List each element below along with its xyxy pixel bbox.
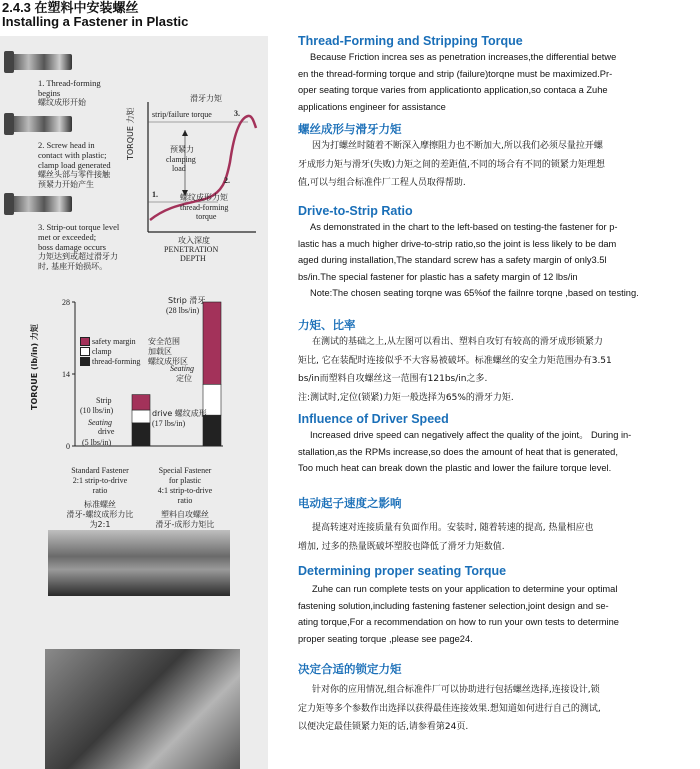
seating2-cn: 定位 [176,374,192,383]
drive2-value: (17 lbs/in) [152,419,186,428]
form-torque-label-cn: 螺纹成形力矩 [180,193,228,202]
step1-text: 1. Thread-forming begins 螺纹成形开始 [38,78,101,107]
depth-label-en1: PENETRATION [164,245,219,254]
y-tick-label: 14 [62,370,70,379]
section-driver-speed-cn [298,496,696,556]
section-body: 因为打螺丝时随着不断深入摩擦阻力也不断加大,所以我们必须尽量拉开螺 牙成形力矩与滑牙(失败)力矩之间的差距值,不同的场合有不同的锁紧力矩理想 值,可以与组合标准件厂工程人员取得帮助. [298,141,605,188]
strip2-value: (28 lbs/in) [166,306,200,315]
legend-item-thread: thread-forming 螺纹成形区 [80,356,188,366]
section-title-en: Installing a Fastener in Plastic [2,14,189,29]
bar-segment-safety-margin [132,395,150,410]
section-title: Influence of Driver Speed [298,412,449,426]
section-body: Because Friction increa ses as penetration increases,the differential betwe en the thread-forming torque and strip (failure)torqne must be maximized.Pr- oper seating torque varies from applicationto application,so contaca a Zuhe applications engineer for assistance [298,52,617,112]
clamp-label-en1: clamping [166,155,196,164]
form-torque-label-en2: torque [196,212,217,221]
y-tick-label: 0 [66,442,70,451]
bar-chart-legend [80,336,188,366]
section-body: Increased drive speed can negatively affect the quality of the joint。 During in- stallation,as the RPMs increase,so does the amount of heat that is generated, Too much heat can break down the plastic and lower the failure torque level. [298,430,632,473]
y-tick-label: 28 [62,298,70,307]
section-seating-torque-cn [298,662,696,737]
torque-y-label: TORQUE 力矩 [126,107,135,160]
drive1-value: (5 lbs/in) [82,438,112,447]
legend-item-clamp: clamp 加载区 [80,346,188,356]
section-body: As demonstrated in the chart to the left-based on testing-the fastener for p- lastic has a much higher drive-to-strip ratio,so the joint is less likely to be dam aged during installation,The standard screw has a safety margin of only3.5l bs/in.The special fastener for plastic has a safety margin of 12 lbs/in Note:The chosen seating torqne was 65%of the failnre torqne ,based on testing. [298,222,639,298]
depth-label-cn: 攻入深度 [178,236,210,245]
drive1-label: drive [98,427,115,436]
clamp-label-en2: load [172,164,186,173]
section-title: Determining proper seating Torque [298,564,507,578]
bar-chart-y-label: TORQUE (lb/in) 力矩 [30,324,39,410]
section-body: 在测试的基础之上,从左图可以看出、塑料自攻钉有较高的滑牙成形锁紧力 矩比, 它在装配时连接似乎不大容易被破坏。标准螺丝的安全力矩范围办有3.51 bs/in而塑料自攻螺丝这一范围有121bs/in之多. 注:测试时,定位(锁紧)力矩一般选择为65%的滑牙力矩. [298,337,612,403]
drive2-label: drive 螺纹成形 [152,409,207,418]
strip1-value: (10 lbs/in) [80,406,114,415]
screw-step3-image [10,196,72,212]
section-title: Thread-Forming and Stripping Torque [298,34,523,48]
section-title: 螺丝成形与滑牙力矩 [298,122,402,136]
point2-label: 2. [224,176,230,185]
bar-segment-safety-margin [203,302,221,384]
section-thread-forming-cn [298,122,696,193]
screw-step1-image [10,54,72,70]
section-body: Zuhe can run complete tests on your application to determine your optimal fastening solution,including fastening fastener selection,joint design and se- ating torque,For a recommendation on how to run your own tests to determine proper seating torque ,please see page24. [298,584,619,644]
clamp-arrow-up-icon [182,130,188,136]
seating2-label: Seating [170,364,194,373]
section-title: 力矩、比率 [298,318,356,332]
bar-segment-clamp [132,410,150,423]
strip-torque-label-cn: 滑牙力矩 [190,94,222,103]
section-title: Drive-to-Strip Ratio [298,204,413,218]
screw-samples-photo [48,530,230,596]
screw-step2-image [10,116,72,132]
legend-swatch-clamp [80,347,90,356]
step3-text: 3. Strip-out torque level met or exceeded; boss damage occurs 力矩达到或超过滑牙力 时, 基座开始损坏。 [38,222,120,271]
depth-label-en2: DEPTH [180,254,206,263]
section-seating-torque [298,564,696,647]
drive-strip-bar-chart [55,296,225,456]
strip2-label: Strip 滑牙 [168,296,206,305]
section-ratio-cn [298,318,696,407]
section-body: 提高转速对连接质量有负面作用。安装时, 随着转速的提高, 热量相应也 增加, 过多的热量既破坏塑胶也降低了滑牙力矩数值. [298,523,594,552]
clamp-label-cn: 预紧力 [170,145,194,154]
point1-label: 1. [152,190,158,199]
section-title-cn: 2.4.3 在塑料中安装螺丝 [2,0,139,15]
section-thread-forming [298,34,696,115]
section-body: 针对你的应用情况,组合标准件厂可以协助进行包括螺丝选择,连接设计,锁 定力矩等多个参数作出选择以获得最佳连接效果.想知道如何进行自己的测试, 以便决定最佳锁紧力矩的话,请参看第24页. [298,685,601,732]
section-drive-strip [298,204,696,302]
point3-label: 3. [234,109,240,118]
section-driver-speed [298,412,696,477]
section-title: 决定合适的锁定力矩 [298,662,402,676]
engineer-testing-photo [45,649,240,769]
bar2-description: Special Fastener for plastic 4:1 strip-to-drive ratio 塑料自攻螺丝 滑牙-成形力矩比 [155,466,215,529]
legend-item-safety: safety margin 安全范围 [80,336,188,346]
legend-swatch-thread [80,357,90,366]
bar-segment-thread-forming [203,415,221,446]
form-torque-label-en1: thread-forming [180,203,229,212]
legend-swatch-safety [80,337,90,346]
bar1-description: Standard Fastener 2:1 strip-to-drive ratio 标准螺丝 滑牙-螺纹成形力比 为2:1 [66,466,134,529]
section-title: 电动起子速度之影响 [298,496,402,510]
strip1-label: Strip [96,396,112,405]
bar-segment-thread-forming [132,423,150,446]
seating1-label: Seating [88,418,112,427]
step2-text: 2. Screw head in contact with plastic; clamp load generated 螺丝头部与零件接触 预紧力开始产生 [38,140,111,189]
strip-torque-label-en: strip/failure torque [152,110,212,119]
